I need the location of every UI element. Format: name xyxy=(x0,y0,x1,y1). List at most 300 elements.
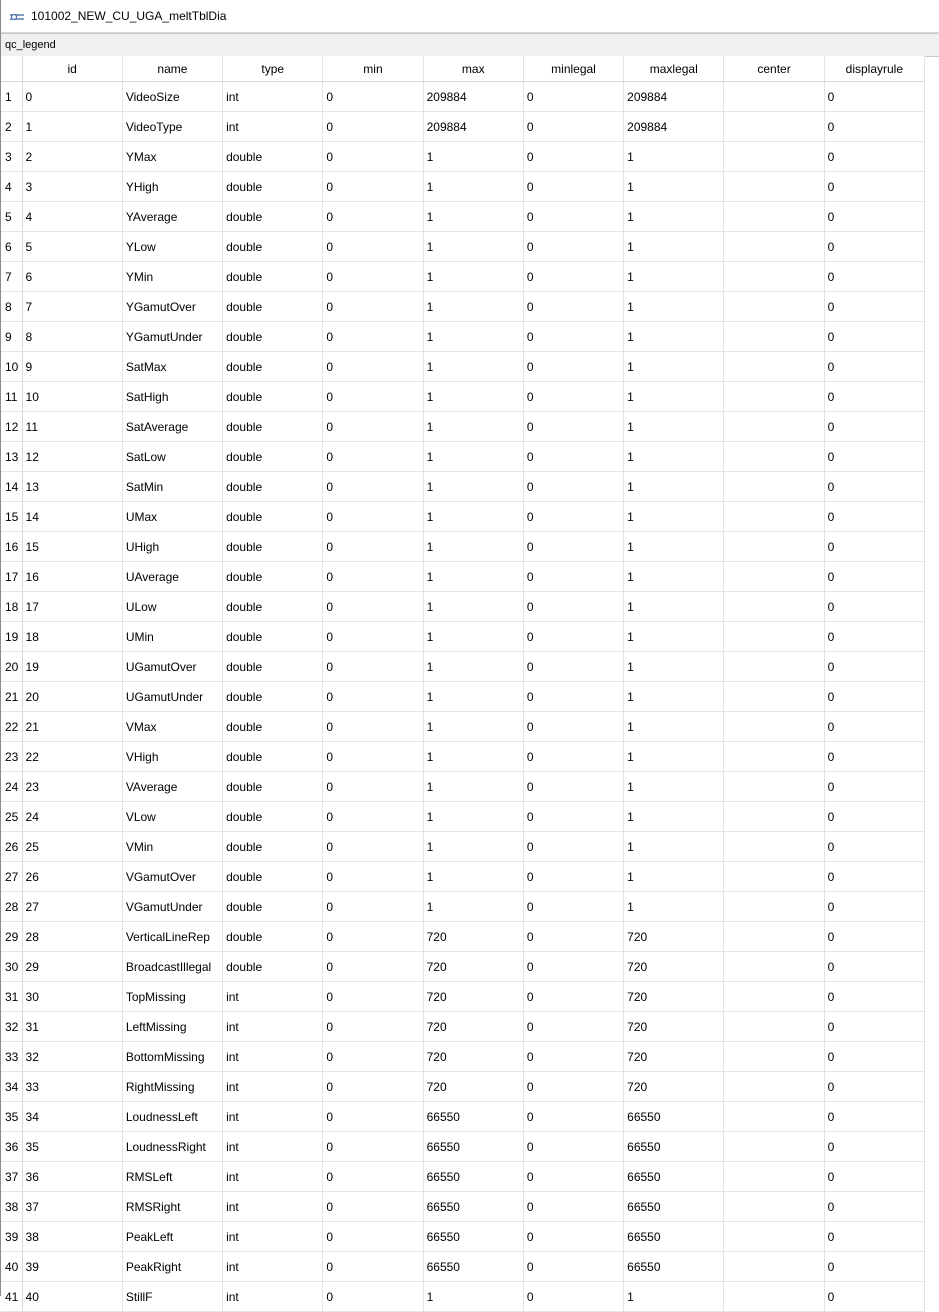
table-row[interactable] xyxy=(1,1102,925,1132)
cell-min[interactable]: 0 xyxy=(323,712,423,742)
cell-maxlegal[interactable]: 1 xyxy=(624,742,724,772)
table-row[interactable] xyxy=(1,832,925,862)
cell-id[interactable]: 24 xyxy=(22,802,122,832)
cell-type[interactable]: double xyxy=(223,502,323,532)
cell-minlegal[interactable]: 0 xyxy=(523,1132,623,1162)
row-number-cell[interactable]: 18 xyxy=(1,592,22,622)
row-number-cell[interactable]: 35 xyxy=(1,1102,22,1132)
cell-maxlegal[interactable]: 1 xyxy=(624,202,724,232)
cell-type[interactable]: int xyxy=(223,82,323,112)
cell-type[interactable]: double xyxy=(223,322,323,352)
table-row[interactable] xyxy=(1,172,925,202)
row-number-cell[interactable]: 22 xyxy=(1,712,22,742)
cell-name[interactable]: PeakLeft xyxy=(122,1222,222,1252)
cell-displayrule[interactable]: 0 xyxy=(824,1042,924,1072)
cell-name[interactable]: BottomMissing xyxy=(122,1042,222,1072)
row-number-cell[interactable]: 2 xyxy=(1,112,22,142)
cell-maxlegal[interactable]: 720 xyxy=(624,1042,724,1072)
cell-name[interactable]: UAverage xyxy=(122,562,222,592)
cell-min[interactable]: 0 xyxy=(323,502,423,532)
cell-minlegal[interactable]: 0 xyxy=(523,862,623,892)
row-number-cell[interactable]: 21 xyxy=(1,682,22,712)
cell-type[interactable]: double xyxy=(223,202,323,232)
cell-name[interactable]: TopMissing xyxy=(122,982,222,1012)
cell-displayrule[interactable]: 0 xyxy=(824,232,924,262)
cell-type[interactable]: double xyxy=(223,262,323,292)
cell-type[interactable]: int xyxy=(223,1192,323,1222)
cell-name[interactable]: RMSLeft xyxy=(122,1162,222,1192)
cell-maxlegal[interactable]: 1 xyxy=(624,172,724,202)
cell-max[interactable]: 1 xyxy=(423,712,523,742)
cell-center[interactable] xyxy=(724,82,824,112)
corner-cell[interactable] xyxy=(1,56,22,82)
cell-id[interactable]: 37 xyxy=(22,1192,122,1222)
cell-minlegal[interactable]: 0 xyxy=(523,742,623,772)
row-number-cell[interactable]: 28 xyxy=(1,892,22,922)
cell-center[interactable] xyxy=(724,472,824,502)
cell-max[interactable]: 209884 xyxy=(423,82,523,112)
cell-max[interactable]: 1 xyxy=(423,862,523,892)
cell-name[interactable]: VGamutUnder xyxy=(122,892,222,922)
cell-max[interactable]: 66550 xyxy=(423,1222,523,1252)
cell-name[interactable]: VGamutOver xyxy=(122,862,222,892)
cell-center[interactable] xyxy=(724,1192,824,1222)
cell-displayrule[interactable]: 0 xyxy=(824,442,924,472)
row-number-cell[interactable]: 11 xyxy=(1,382,22,412)
cell-min[interactable]: 0 xyxy=(323,1192,423,1222)
cell-center[interactable] xyxy=(724,502,824,532)
cell-max[interactable]: 1 xyxy=(423,412,523,442)
cell-min[interactable]: 0 xyxy=(323,1222,423,1252)
cell-id[interactable]: 26 xyxy=(22,862,122,892)
cell-id[interactable]: 11 xyxy=(22,412,122,442)
table-row[interactable] xyxy=(1,742,925,772)
cell-type[interactable]: int xyxy=(223,1252,323,1282)
cell-max[interactable]: 209884 xyxy=(423,112,523,142)
cell-name[interactable]: YLow xyxy=(122,232,222,262)
cell-minlegal[interactable]: 0 xyxy=(523,802,623,832)
row-number-cell[interactable]: 39 xyxy=(1,1222,22,1252)
cell-min[interactable]: 0 xyxy=(323,532,423,562)
cell-max[interactable]: 1 xyxy=(423,322,523,352)
cell-displayrule[interactable]: 0 xyxy=(824,712,924,742)
cell-maxlegal[interactable]: 1 xyxy=(624,292,724,322)
cell-maxlegal[interactable]: 1 xyxy=(624,532,724,562)
cell-max[interactable]: 1 xyxy=(423,172,523,202)
cell-min[interactable]: 0 xyxy=(323,892,423,922)
table-row[interactable] xyxy=(1,922,925,952)
cell-displayrule[interactable]: 0 xyxy=(824,382,924,412)
cell-type[interactable]: double xyxy=(223,232,323,262)
table-row[interactable] xyxy=(1,112,925,142)
cell-type[interactable]: int xyxy=(223,1282,323,1312)
cell-maxlegal[interactable]: 209884 xyxy=(624,82,724,112)
cell-displayrule[interactable]: 0 xyxy=(824,532,924,562)
cell-min[interactable]: 0 xyxy=(323,412,423,442)
cell-maxlegal[interactable]: 1 xyxy=(624,592,724,622)
cell-min[interactable]: 0 xyxy=(323,322,423,352)
table-row[interactable] xyxy=(1,802,925,832)
table-row[interactable] xyxy=(1,292,925,322)
cell-id[interactable]: 5 xyxy=(22,232,122,262)
cell-maxlegal[interactable]: 1 xyxy=(624,862,724,892)
cell-max[interactable]: 66550 xyxy=(423,1192,523,1222)
row-number-cell[interactable]: 29 xyxy=(1,922,22,952)
cell-min[interactable]: 0 xyxy=(323,112,423,142)
cell-maxlegal[interactable]: 720 xyxy=(624,1072,724,1102)
cell-min[interactable]: 0 xyxy=(323,652,423,682)
cell-name[interactable]: UGamutOver xyxy=(122,652,222,682)
table-row[interactable] xyxy=(1,232,925,262)
cell-type[interactable]: double xyxy=(223,832,323,862)
cell-name[interactable]: RMSRight xyxy=(122,1192,222,1222)
cell-id[interactable]: 8 xyxy=(22,322,122,352)
cell-type[interactable]: int xyxy=(223,1222,323,1252)
cell-name[interactable]: YMax xyxy=(122,142,222,172)
cell-displayrule[interactable]: 0 xyxy=(824,472,924,502)
table-row[interactable] xyxy=(1,142,925,172)
cell-min[interactable]: 0 xyxy=(323,742,423,772)
row-number-cell[interactable]: 24 xyxy=(1,772,22,802)
cell-min[interactable]: 0 xyxy=(323,562,423,592)
cell-type[interactable]: double xyxy=(223,772,323,802)
cell-min[interactable]: 0 xyxy=(323,262,423,292)
cell-min[interactable]: 0 xyxy=(323,982,423,1012)
table-row[interactable] xyxy=(1,472,925,502)
cell-id[interactable]: 30 xyxy=(22,982,122,1012)
cell-displayrule[interactable]: 0 xyxy=(824,862,924,892)
cell-type[interactable]: double xyxy=(223,292,323,322)
cell-maxlegal[interactable]: 66550 xyxy=(624,1132,724,1162)
cell-id[interactable]: 27 xyxy=(22,892,122,922)
cell-type[interactable]: int xyxy=(223,982,323,1012)
column-header-min[interactable]: min xyxy=(323,56,423,82)
cell-center[interactable] xyxy=(724,1252,824,1282)
cell-displayrule[interactable]: 0 xyxy=(824,892,924,922)
row-number-cell[interactable]: 7 xyxy=(1,262,22,292)
cell-center[interactable] xyxy=(724,922,824,952)
cell-id[interactable]: 31 xyxy=(22,1012,122,1042)
cell-id[interactable]: 16 xyxy=(22,562,122,592)
cell-displayrule[interactable]: 0 xyxy=(824,262,924,292)
cell-minlegal[interactable]: 0 xyxy=(523,832,623,862)
cell-type[interactable]: double xyxy=(223,562,323,592)
row-number-cell[interactable]: 14 xyxy=(1,472,22,502)
cell-id[interactable]: 29 xyxy=(22,952,122,982)
table-row[interactable] xyxy=(1,1072,925,1102)
cell-min[interactable]: 0 xyxy=(323,772,423,802)
cell-name[interactable]: VerticalLineRep xyxy=(122,922,222,952)
cell-minlegal[interactable]: 0 xyxy=(523,982,623,1012)
cell-center[interactable] xyxy=(724,592,824,622)
cell-minlegal[interactable]: 0 xyxy=(523,112,623,142)
cell-center[interactable] xyxy=(724,142,824,172)
cell-maxlegal[interactable]: 1 xyxy=(624,772,724,802)
cell-min[interactable]: 0 xyxy=(323,352,423,382)
cell-maxlegal[interactable]: 1 xyxy=(624,1282,724,1312)
cell-center[interactable] xyxy=(724,1282,824,1312)
cell-name[interactable]: SatMin xyxy=(122,472,222,502)
cell-type[interactable]: double xyxy=(223,352,323,382)
cell-max[interactable]: 1 xyxy=(423,562,523,592)
cell-id[interactable]: 35 xyxy=(22,1132,122,1162)
cell-maxlegal[interactable]: 720 xyxy=(624,1012,724,1042)
cell-minlegal[interactable]: 0 xyxy=(523,502,623,532)
table-row[interactable] xyxy=(1,502,925,532)
cell-max[interactable]: 720 xyxy=(423,1012,523,1042)
cell-displayrule[interactable]: 0 xyxy=(824,502,924,532)
table-row[interactable] xyxy=(1,862,925,892)
cell-type[interactable]: double xyxy=(223,172,323,202)
cell-maxlegal[interactable]: 1 xyxy=(624,472,724,502)
cell-max[interactable]: 1 xyxy=(423,232,523,262)
table-row[interactable] xyxy=(1,1042,925,1072)
row-number-cell[interactable]: 9 xyxy=(1,322,22,352)
cell-min[interactable]: 0 xyxy=(323,862,423,892)
cell-type[interactable]: double xyxy=(223,622,323,652)
cell-max[interactable]: 720 xyxy=(423,1072,523,1102)
cell-type[interactable]: double xyxy=(223,442,323,472)
cell-displayrule[interactable]: 0 xyxy=(824,922,924,952)
cell-maxlegal[interactable]: 1 xyxy=(624,832,724,862)
cell-max[interactable]: 1 xyxy=(423,502,523,532)
cell-minlegal[interactable]: 0 xyxy=(523,1222,623,1252)
row-number-cell[interactable]: 1 xyxy=(1,82,22,112)
column-header-center[interactable]: center xyxy=(724,56,824,82)
cell-displayrule[interactable]: 0 xyxy=(824,112,924,142)
cell-minlegal[interactable]: 0 xyxy=(523,772,623,802)
cell-minlegal[interactable]: 0 xyxy=(523,142,623,172)
row-number-cell[interactable]: 31 xyxy=(1,982,22,1012)
cell-min[interactable]: 0 xyxy=(323,802,423,832)
cell-id[interactable]: 12 xyxy=(22,442,122,472)
cell-displayrule[interactable]: 0 xyxy=(824,802,924,832)
cell-id[interactable]: 39 xyxy=(22,1252,122,1282)
cell-minlegal[interactable]: 0 xyxy=(523,952,623,982)
cell-min[interactable]: 0 xyxy=(323,1072,423,1102)
cell-center[interactable] xyxy=(724,832,824,862)
cell-max[interactable]: 66550 xyxy=(423,1252,523,1282)
cell-min[interactable]: 0 xyxy=(323,1012,423,1042)
cell-min[interactable]: 0 xyxy=(323,292,423,322)
row-number-cell[interactable]: 27 xyxy=(1,862,22,892)
cell-minlegal[interactable]: 0 xyxy=(523,922,623,952)
cell-center[interactable] xyxy=(724,742,824,772)
cell-name[interactable]: LoudnessRight xyxy=(122,1132,222,1162)
cell-type[interactable]: double xyxy=(223,952,323,982)
column-header-minlegal[interactable]: minlegal xyxy=(523,56,623,82)
cell-maxlegal[interactable]: 1 xyxy=(624,802,724,832)
cell-minlegal[interactable]: 0 xyxy=(523,1012,623,1042)
cell-minlegal[interactable]: 0 xyxy=(523,562,623,592)
cell-id[interactable]: 25 xyxy=(22,832,122,862)
cell-min[interactable]: 0 xyxy=(323,232,423,262)
cell-maxlegal[interactable]: 66550 xyxy=(624,1162,724,1192)
cell-min[interactable]: 0 xyxy=(323,1162,423,1192)
cell-name[interactable]: UHigh xyxy=(122,532,222,562)
cell-max[interactable]: 1 xyxy=(423,742,523,772)
cell-maxlegal[interactable]: 1 xyxy=(624,892,724,922)
cell-id[interactable]: 40 xyxy=(22,1282,122,1312)
cell-max[interactable]: 720 xyxy=(423,1042,523,1072)
cell-id[interactable]: 34 xyxy=(22,1102,122,1132)
cell-id[interactable]: 28 xyxy=(22,922,122,952)
cell-max[interactable]: 1 xyxy=(423,142,523,172)
table-row[interactable] xyxy=(1,322,925,352)
cell-center[interactable] xyxy=(724,382,824,412)
table-row[interactable] xyxy=(1,1192,925,1222)
cell-minlegal[interactable]: 0 xyxy=(523,82,623,112)
cell-center[interactable] xyxy=(724,442,824,472)
table-row[interactable] xyxy=(1,1012,925,1042)
cell-min[interactable]: 0 xyxy=(323,172,423,202)
cell-minlegal[interactable]: 0 xyxy=(523,352,623,382)
row-number-cell[interactable]: 37 xyxy=(1,1162,22,1192)
cell-maxlegal[interactable]: 720 xyxy=(624,982,724,1012)
cell-name[interactable]: SatMax xyxy=(122,352,222,382)
cell-min[interactable]: 0 xyxy=(323,1282,423,1312)
cell-displayrule[interactable]: 0 xyxy=(824,562,924,592)
table-row[interactable] xyxy=(1,952,925,982)
cell-max[interactable]: 1 xyxy=(423,1282,523,1312)
cell-center[interactable] xyxy=(724,292,824,322)
cell-min[interactable]: 0 xyxy=(323,1042,423,1072)
cell-name[interactable]: YMin xyxy=(122,262,222,292)
cell-displayrule[interactable]: 0 xyxy=(824,1102,924,1132)
table-row[interactable] xyxy=(1,1132,925,1162)
data-grid-viewport[interactable] xyxy=(1,56,939,1304)
row-number-cell[interactable]: 15 xyxy=(1,502,22,532)
cell-max[interactable]: 1 xyxy=(423,382,523,412)
cell-minlegal[interactable]: 0 xyxy=(523,202,623,232)
cell-minlegal[interactable]: 0 xyxy=(523,442,623,472)
cell-displayrule[interactable]: 0 xyxy=(824,1132,924,1162)
table-row[interactable] xyxy=(1,442,925,472)
cell-maxlegal[interactable]: 1 xyxy=(624,352,724,382)
cell-min[interactable]: 0 xyxy=(323,1102,423,1132)
cell-max[interactable]: 1 xyxy=(423,472,523,502)
cell-id[interactable]: 36 xyxy=(22,1162,122,1192)
cell-type[interactable]: double xyxy=(223,142,323,172)
cell-name[interactable]: YGamutOver xyxy=(122,292,222,322)
table-row[interactable] xyxy=(1,1252,925,1282)
cell-displayrule[interactable]: 0 xyxy=(824,1162,924,1192)
cell-minlegal[interactable]: 0 xyxy=(523,1192,623,1222)
cell-name[interactable]: LoudnessLeft xyxy=(122,1102,222,1132)
cell-type[interactable]: double xyxy=(223,712,323,742)
row-number-cell[interactable]: 12 xyxy=(1,412,22,442)
cell-id[interactable]: 17 xyxy=(22,592,122,622)
cell-maxlegal[interactable]: 1 xyxy=(624,442,724,472)
cell-maxlegal[interactable]: 720 xyxy=(624,922,724,952)
cell-displayrule[interactable]: 0 xyxy=(824,1252,924,1282)
cell-type[interactable]: double xyxy=(223,922,323,952)
column-header-displayrule[interactable]: displayrule xyxy=(824,56,924,82)
row-number-cell[interactable]: 26 xyxy=(1,832,22,862)
cell-center[interactable] xyxy=(724,322,824,352)
cell-center[interactable] xyxy=(724,412,824,442)
cell-id[interactable]: 22 xyxy=(22,742,122,772)
cell-center[interactable] xyxy=(724,1102,824,1132)
cell-type[interactable]: int xyxy=(223,1102,323,1132)
cell-name[interactable]: YGamutUnder xyxy=(122,322,222,352)
cell-displayrule[interactable]: 0 xyxy=(824,772,924,802)
cell-id[interactable]: 21 xyxy=(22,712,122,742)
cell-id[interactable]: 10 xyxy=(22,382,122,412)
cell-min[interactable]: 0 xyxy=(323,1132,423,1162)
cell-displayrule[interactable]: 0 xyxy=(824,202,924,232)
cell-center[interactable] xyxy=(724,1072,824,1102)
cell-id[interactable]: 23 xyxy=(22,772,122,802)
cell-name[interactable]: VAverage xyxy=(122,772,222,802)
cell-minlegal[interactable]: 0 xyxy=(523,1252,623,1282)
cell-min[interactable]: 0 xyxy=(323,952,423,982)
cell-min[interactable]: 0 xyxy=(323,592,423,622)
cell-max[interactable]: 1 xyxy=(423,592,523,622)
cell-center[interactable] xyxy=(724,682,824,712)
cell-displayrule[interactable]: 0 xyxy=(824,172,924,202)
cell-displayrule[interactable]: 0 xyxy=(824,622,924,652)
cell-max[interactable]: 720 xyxy=(423,922,523,952)
cell-max[interactable]: 1 xyxy=(423,352,523,382)
cell-id[interactable]: 20 xyxy=(22,682,122,712)
cell-center[interactable] xyxy=(724,982,824,1012)
cell-type[interactable]: int xyxy=(223,1012,323,1042)
cell-type[interactable]: double xyxy=(223,382,323,412)
cell-max[interactable]: 1 xyxy=(423,622,523,652)
cell-type[interactable]: double xyxy=(223,862,323,892)
cell-minlegal[interactable]: 0 xyxy=(523,1162,623,1192)
cell-type[interactable]: int xyxy=(223,1042,323,1072)
row-number-cell[interactable]: 17 xyxy=(1,562,22,592)
cell-max[interactable]: 720 xyxy=(423,952,523,982)
cell-max[interactable]: 1 xyxy=(423,802,523,832)
cell-min[interactable]: 0 xyxy=(323,922,423,952)
cell-max[interactable]: 1 xyxy=(423,532,523,562)
cell-max[interactable]: 1 xyxy=(423,832,523,862)
cell-displayrule[interactable]: 0 xyxy=(824,142,924,172)
cell-name[interactable]: ULow xyxy=(122,592,222,622)
table-row[interactable] xyxy=(1,772,925,802)
cell-minlegal[interactable]: 0 xyxy=(523,682,623,712)
table-row[interactable] xyxy=(1,412,925,442)
cell-name[interactable]: VideoType xyxy=(122,112,222,142)
cell-center[interactable] xyxy=(724,352,824,382)
tab-qc-legend[interactable]: qc_legend xyxy=(5,39,56,51)
cell-center[interactable] xyxy=(724,112,824,142)
row-number-cell[interactable]: 38 xyxy=(1,1192,22,1222)
cell-center[interactable] xyxy=(724,532,824,562)
cell-minlegal[interactable]: 0 xyxy=(523,1072,623,1102)
cell-minlegal[interactable]: 0 xyxy=(523,472,623,502)
cell-displayrule[interactable]: 0 xyxy=(824,952,924,982)
cell-name[interactable]: PeakRight xyxy=(122,1252,222,1282)
cell-maxlegal[interactable]: 1 xyxy=(624,412,724,442)
cell-minlegal[interactable]: 0 xyxy=(523,262,623,292)
cell-max[interactable]: 1 xyxy=(423,772,523,802)
cell-max[interactable]: 1 xyxy=(423,442,523,472)
cell-name[interactable]: UMin xyxy=(122,622,222,652)
cell-name[interactable]: VLow xyxy=(122,802,222,832)
row-number-cell[interactable]: 13 xyxy=(1,442,22,472)
cell-min[interactable]: 0 xyxy=(323,202,423,232)
cell-minlegal[interactable]: 0 xyxy=(523,892,623,922)
cell-name[interactable]: UMax xyxy=(122,502,222,532)
cell-type[interactable]: double xyxy=(223,532,323,562)
cell-displayrule[interactable]: 0 xyxy=(824,322,924,352)
table-row[interactable] xyxy=(1,262,925,292)
cell-min[interactable]: 0 xyxy=(323,442,423,472)
